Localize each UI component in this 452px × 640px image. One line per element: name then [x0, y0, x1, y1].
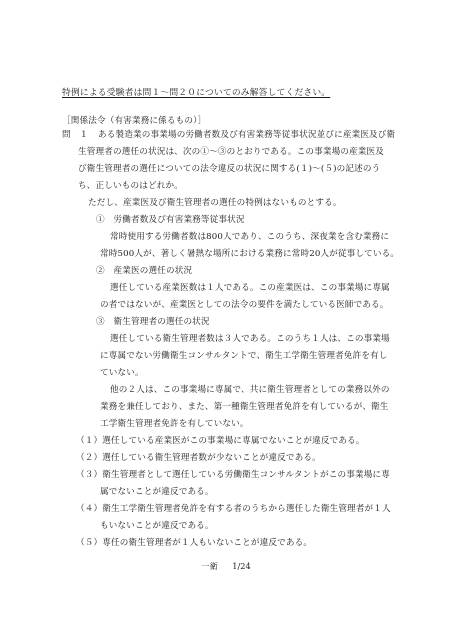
condition-heading: ② 産業医の選任の状況 [96, 266, 193, 276]
condition-body-line: 業務を兼任しており、また、第一種衛生管理者免許を有しているが、衛生 [100, 402, 389, 412]
condition-body-line: 常時使用する労働者数は800人であり、このうち、深夜業を含む業務に [110, 232, 390, 242]
condition-body-line: 工学衛生管理者免許を有していない。 [100, 419, 249, 429]
page-footer [0, 561, 452, 572]
question-number: 問 １ [62, 130, 89, 140]
condition-body-line: 他の２人は、この事業場に専属で、共に衛生管理者としての業務以外の [110, 385, 390, 395]
condition-body-line: 常時500人が、著しく暑熱な場所における業務に常時20人が従事している。 [100, 249, 400, 259]
condition-body-line: 選任している産業医数は１人である。この産業医は、この事業場に専属 [110, 283, 390, 293]
condition-heading: ③ 衛生管理者の選任の状況 [96, 317, 210, 327]
exam-name: 一衛 [201, 561, 218, 571]
condition-body-line: に専属でない労働衛生コンサルタントで、衛生工学衛生管理者免許を有し [100, 351, 388, 361]
answer-option: （３）衛生管理者として選任している労働衛生コンサルタントがこの事業場に専 [76, 470, 391, 480]
notice-text: 特例による受験者は問１～問２０についてのみ解答してください。 [62, 88, 331, 98]
question-stem-line: ただし、産業医及び衛生管理者の選任の特例はないものとする。 [88, 198, 342, 208]
answer-option: （１）選任している産業医がこの事業場に専属でないことが違反である。 [76, 436, 365, 446]
question-stem-line: び衛生管理者の選任についての法令違反の状況に関する(１)～(５)の記述のう [78, 164, 381, 174]
condition-body-line: 選任している衛生管理者数は３人である。このうち１人は、この事業場 [110, 334, 390, 344]
question-stem-line: ち、正しいものはどれか。 [78, 181, 183, 191]
answer-option-continuation: もいないことが違反である。 [100, 521, 214, 531]
condition-body-line: の者ではないが、産業医としての法令の要件を満たしている医師である。 [100, 300, 389, 310]
condition-body-line: ていない。 [100, 368, 144, 378]
answer-option: （４）衛生工学衛生管理者免許を有する者のうちから選任した衛生管理者が１人 [76, 504, 391, 514]
question-stem-line: ある製造業の事業場の労働者数及び有害業務等従事状況並びに産業医及び衛 [98, 130, 396, 140]
question-stem-line: 生管理者の選任の状況は、次の①～③のとおりである。この事業場の産業医及 [78, 147, 385, 157]
answer-option: （５）専任の衛生管理者が１人もいないことが違反である。 [76, 538, 313, 548]
answer-option-continuation: 属でないことが違反である。 [100, 487, 214, 497]
answer-option: （２）選任している衛生管理者数が少ないことが違反である。 [76, 453, 321, 463]
section-label: ［関係法令（有害業務に係るもの）］ [62, 116, 207, 126]
page-number: 1/24 [232, 561, 251, 571]
condition-heading: ① 労働者数及び有害業務等従事状況 [96, 215, 245, 225]
